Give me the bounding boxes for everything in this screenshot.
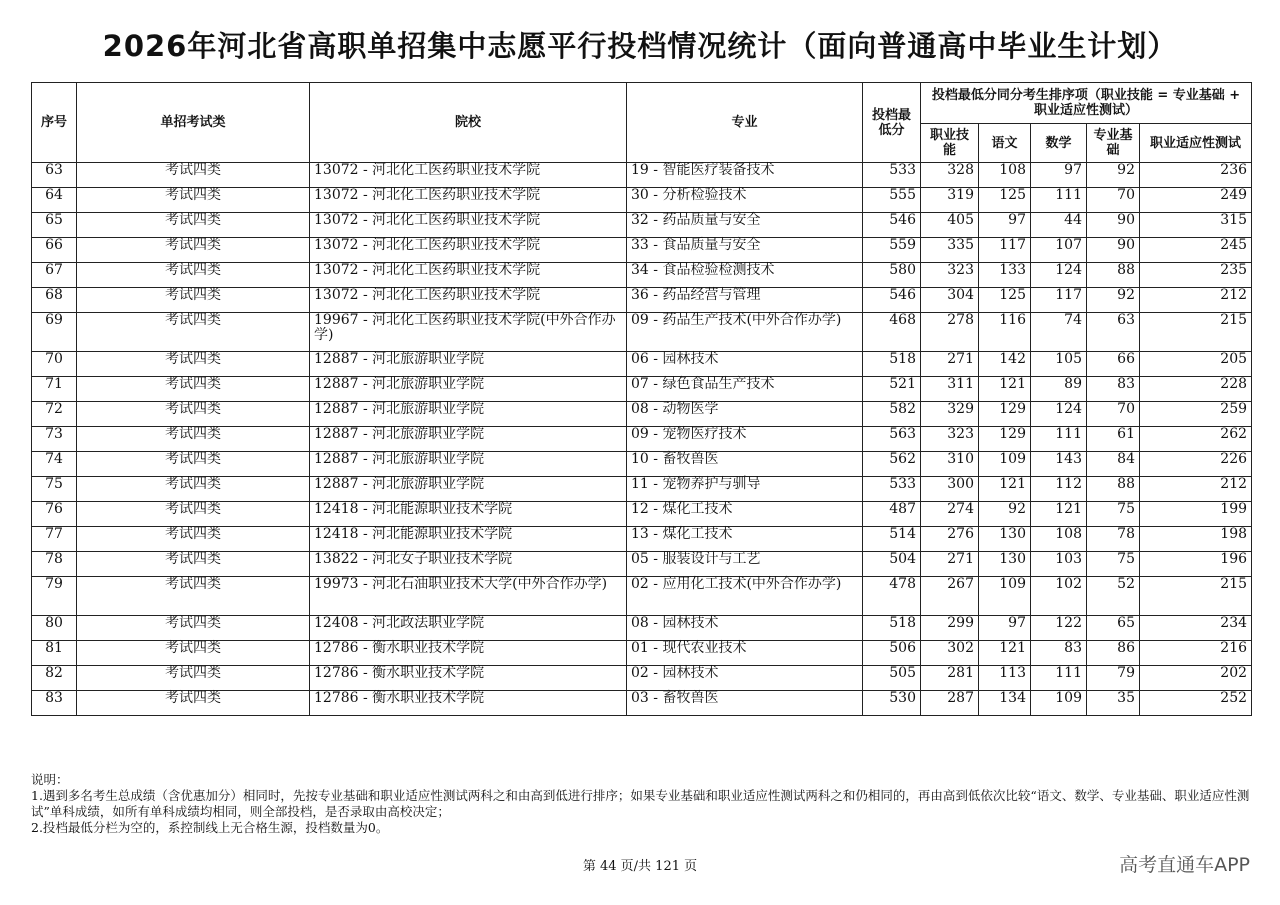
cell-min-score: 530 — [863, 691, 921, 716]
page-number: 第 44 页/共 121 页 — [582, 859, 698, 874]
cell-seq: 69 — [32, 313, 77, 352]
cell-exam-type: 考试四类 — [77, 552, 310, 577]
cell-school: 12786 - 衡水职业技术学院 — [310, 691, 627, 716]
cell-prof-basic: 70 — [1087, 402, 1140, 427]
table-row — [32, 238, 1252, 263]
cell-major: 33 - 食品质量与安全 — [627, 238, 863, 263]
cell-skill: 405 — [921, 213, 979, 238]
cell-chinese: 125 — [979, 288, 1031, 313]
cell-seq: 70 — [32, 352, 77, 377]
table-row — [32, 313, 1252, 352]
cell-exam-type: 考试四类 — [77, 352, 310, 377]
cell-seq: 64 — [32, 188, 77, 213]
cell-min-score: 563 — [863, 427, 921, 452]
cell-math: 111 — [1031, 666, 1087, 691]
cell-major: 01 - 现代农业技术 — [627, 641, 863, 666]
table-row — [32, 352, 1252, 377]
cell-major: 02 - 园林技术 — [627, 666, 863, 691]
cell-min-score: 518 — [863, 616, 921, 641]
brand-watermark: 高考直通车APP — [1119, 854, 1250, 876]
cell-exam-type: 考试四类 — [77, 188, 310, 213]
notes-line-2: 2.投档最低分栏为空的，系控制线上无合格生源，投档数量为0。 — [31, 820, 389, 835]
table-row — [32, 552, 1252, 577]
cell-chinese: 117 — [979, 238, 1031, 263]
header-skill: 职业技能 — [921, 124, 979, 163]
cell-skill: 274 — [921, 502, 979, 527]
cell-skill: 311 — [921, 377, 979, 402]
cell-min-score: 546 — [863, 213, 921, 238]
cell-math: 83 — [1031, 641, 1087, 666]
cell-chinese: 142 — [979, 352, 1031, 377]
cell-math: 44 — [1031, 213, 1087, 238]
cell-aptitude: 249 — [1140, 188, 1252, 213]
cell-skill: 271 — [921, 352, 979, 377]
cell-math: 111 — [1031, 427, 1087, 452]
table-row — [32, 163, 1252, 188]
cell-chinese: 130 — [979, 552, 1031, 577]
cell-chinese: 109 — [979, 577, 1031, 616]
cell-min-score: 514 — [863, 527, 921, 552]
cell-math: 105 — [1031, 352, 1087, 377]
cell-aptitude: 215 — [1140, 313, 1252, 352]
cell-seq: 73 — [32, 427, 77, 452]
cell-chinese: 130 — [979, 527, 1031, 552]
cell-seq: 80 — [32, 616, 77, 641]
cell-exam-type: 考试四类 — [77, 577, 310, 616]
notes — [31, 772, 1261, 836]
cell-exam-type: 考试四类 — [77, 313, 310, 352]
cell-skill: 276 — [921, 527, 979, 552]
cell-min-score: 506 — [863, 641, 921, 666]
cell-prof-basic: 66 — [1087, 352, 1140, 377]
header-major: 专业 — [627, 83, 863, 163]
table-row — [32, 377, 1252, 402]
cell-exam-type: 考试四类 — [77, 641, 310, 666]
admission-table — [31, 82, 1252, 716]
cell-skill: 278 — [921, 313, 979, 352]
cell-skill: 271 — [921, 552, 979, 577]
cell-school: 19967 - 河北化工医药职业技术学院(中外合作办学) — [310, 313, 627, 352]
cell-aptitude: 196 — [1140, 552, 1252, 577]
cell-seq: 78 — [32, 552, 77, 577]
cell-school: 12418 - 河北能源职业技术学院 — [310, 527, 627, 552]
cell-chinese: 92 — [979, 502, 1031, 527]
cell-major: 13 - 煤化工技术 — [627, 527, 863, 552]
cell-school: 19973 - 河北石油职业技术大学(中外合作办学) — [310, 577, 627, 616]
header-seq: 序号 — [32, 83, 77, 163]
cell-major: 03 - 畜牧兽医 — [627, 691, 863, 716]
cell-math: 103 — [1031, 552, 1087, 577]
cell-seq: 63 — [32, 163, 77, 188]
cell-aptitude: 236 — [1140, 163, 1252, 188]
notes-line-1: 1.遇到多名考生总成绩（含优惠加分）相同时，先按专业基础和职业适应性测试两科之和由高到低进行排序；如果专业基础和职业适应性测试两科之和仍相同的，再由高到低依次比较“语文、数学、专业基础、职业适应性测试”单科成绩，如所有单科成绩均相同，则全部投档，是否录取由高校决定； — [31, 788, 1250, 819]
cell-exam-type: 考试四类 — [77, 502, 310, 527]
cell-math: 124 — [1031, 402, 1087, 427]
cell-major: 12 - 煤化工技术 — [627, 502, 863, 527]
cell-aptitude: 235 — [1140, 263, 1252, 288]
cell-prof-basic: 78 — [1087, 527, 1140, 552]
cell-school: 12418 - 河北能源职业技术学院 — [310, 502, 627, 527]
cell-major: 08 - 园林技术 — [627, 616, 863, 641]
cell-aptitude: 234 — [1140, 616, 1252, 641]
cell-exam-type: 考试四类 — [77, 666, 310, 691]
cell-math: 112 — [1031, 477, 1087, 502]
cell-major: 05 - 服装设计与工艺 — [627, 552, 863, 577]
cell-prof-basic: 92 — [1087, 288, 1140, 313]
cell-skill: 335 — [921, 238, 979, 263]
cell-aptitude: 205 — [1140, 352, 1252, 377]
cell-school: 13072 - 河北化工医药职业技术学院 — [310, 288, 627, 313]
cell-school: 12887 - 河北旅游职业学院 — [310, 427, 627, 452]
cell-math: 122 — [1031, 616, 1087, 641]
header-aptitude: 职业适应性测试 — [1140, 124, 1252, 163]
cell-seq: 71 — [32, 377, 77, 402]
cell-math: 107 — [1031, 238, 1087, 263]
cell-min-score: 487 — [863, 502, 921, 527]
cell-school: 13072 - 河北化工医药职业技术学院 — [310, 263, 627, 288]
cell-prof-basic: 90 — [1087, 213, 1140, 238]
cell-prof-basic: 75 — [1087, 552, 1140, 577]
cell-aptitude: 198 — [1140, 527, 1252, 552]
cell-min-score: 478 — [863, 577, 921, 616]
table-row — [32, 666, 1252, 691]
cell-school: 13072 - 河北化工医药职业技术学院 — [310, 163, 627, 188]
cell-chinese: 133 — [979, 263, 1031, 288]
cell-math: 121 — [1031, 502, 1087, 527]
header-school: 院校 — [310, 83, 627, 163]
cell-major: 11 - 宠物养护与驯导 — [627, 477, 863, 502]
cell-aptitude: 245 — [1140, 238, 1252, 263]
cell-major: 30 - 分析检验技术 — [627, 188, 863, 213]
cell-school: 12887 - 河北旅游职业学院 — [310, 352, 627, 377]
cell-prof-basic: 84 — [1087, 452, 1140, 477]
table-row — [32, 616, 1252, 641]
table-row — [32, 691, 1252, 716]
cell-seq: 74 — [32, 452, 77, 477]
cell-min-score: 518 — [863, 352, 921, 377]
cell-prof-basic: 75 — [1087, 502, 1140, 527]
cell-aptitude: 252 — [1140, 691, 1252, 716]
cell-min-score: 562 — [863, 452, 921, 477]
cell-chinese: 121 — [979, 377, 1031, 402]
cell-seq: 75 — [32, 477, 77, 502]
cell-math: 111 — [1031, 188, 1087, 213]
cell-prof-basic: 70 — [1087, 188, 1140, 213]
cell-major: 09 - 宠物医疗技术 — [627, 427, 863, 452]
table-row — [32, 527, 1252, 552]
header-exam-type: 单招考试类 — [77, 83, 310, 163]
cell-skill: 310 — [921, 452, 979, 477]
cell-exam-type: 考试四类 — [77, 288, 310, 313]
cell-exam-type: 考试四类 — [77, 238, 310, 263]
cell-math: 109 — [1031, 691, 1087, 716]
cell-seq: 68 — [32, 288, 77, 313]
cell-prof-basic: 65 — [1087, 616, 1140, 641]
cell-school: 12887 - 河北旅游职业学院 — [310, 452, 627, 477]
cell-exam-type: 考试四类 — [77, 427, 310, 452]
cell-seq: 77 — [32, 527, 77, 552]
cell-exam-type: 考试四类 — [77, 377, 310, 402]
cell-prof-basic: 52 — [1087, 577, 1140, 616]
header-rank-group: 投档最低分同分考生排序项（职业技能 = 专业基础 + 职业适应性测试） — [921, 83, 1252, 124]
cell-aptitude: 262 — [1140, 427, 1252, 452]
header-row-1 — [32, 83, 1252, 124]
header-min-score: 投档最低分 — [863, 83, 921, 163]
cell-prof-basic: 63 — [1087, 313, 1140, 352]
cell-chinese: 97 — [979, 616, 1031, 641]
cell-seq: 65 — [32, 213, 77, 238]
cell-school: 12786 - 衡水职业技术学院 — [310, 666, 627, 691]
cell-min-score: 582 — [863, 402, 921, 427]
cell-math: 117 — [1031, 288, 1087, 313]
cell-seq: 72 — [32, 402, 77, 427]
cell-math: 108 — [1031, 527, 1087, 552]
cell-prof-basic: 83 — [1087, 377, 1140, 402]
cell-min-score: 555 — [863, 188, 921, 213]
cell-aptitude: 215 — [1140, 577, 1252, 616]
cell-min-score: 504 — [863, 552, 921, 577]
cell-seq: 83 — [32, 691, 77, 716]
cell-school: 12408 - 河北政法职业学院 — [310, 616, 627, 641]
cell-skill: 287 — [921, 691, 979, 716]
header-prof-basic: 专业基础 — [1087, 124, 1140, 163]
cell-prof-basic: 88 — [1087, 477, 1140, 502]
cell-min-score: 468 — [863, 313, 921, 352]
cell-prof-basic: 61 — [1087, 427, 1140, 452]
cell-min-score: 546 — [863, 288, 921, 313]
cell-exam-type: 考试四类 — [77, 477, 310, 502]
cell-major: 08 - 动物医学 — [627, 402, 863, 427]
cell-skill: 329 — [921, 402, 979, 427]
cell-prof-basic: 90 — [1087, 238, 1140, 263]
table-row — [32, 188, 1252, 213]
cell-skill: 323 — [921, 263, 979, 288]
cell-school: 13822 - 河北女子职业技术学院 — [310, 552, 627, 577]
cell-chinese: 125 — [979, 188, 1031, 213]
cell-chinese: 97 — [979, 213, 1031, 238]
cell-major: 32 - 药品质量与安全 — [627, 213, 863, 238]
header-chinese: 语文 — [979, 124, 1031, 163]
cell-prof-basic: 79 — [1087, 666, 1140, 691]
cell-prof-basic: 86 — [1087, 641, 1140, 666]
cell-skill: 304 — [921, 288, 979, 313]
cell-seq: 81 — [32, 641, 77, 666]
cell-aptitude: 226 — [1140, 452, 1252, 477]
table-row — [32, 263, 1252, 288]
cell-school: 13072 - 河北化工医药职业技术学院 — [310, 213, 627, 238]
table-body — [32, 163, 1252, 716]
cell-exam-type: 考试四类 — [77, 402, 310, 427]
cell-chinese: 129 — [979, 427, 1031, 452]
cell-math: 74 — [1031, 313, 1087, 352]
table-row — [32, 402, 1252, 427]
cell-seq: 79 — [32, 577, 77, 616]
cell-min-score: 580 — [863, 263, 921, 288]
page-title: 2026年河北省高职单招集中志愿平行投档情况统计（面向普通高中毕业生计划） — [102, 29, 1178, 63]
header-math: 数学 — [1031, 124, 1087, 163]
cell-min-score: 505 — [863, 666, 921, 691]
cell-school: 12887 - 河北旅游职业学院 — [310, 477, 627, 502]
table-row — [32, 502, 1252, 527]
cell-exam-type: 考试四类 — [77, 527, 310, 552]
cell-exam-type: 考试四类 — [77, 691, 310, 716]
cell-major: 10 - 畜牧兽医 — [627, 452, 863, 477]
cell-aptitude: 216 — [1140, 641, 1252, 666]
cell-aptitude: 202 — [1140, 666, 1252, 691]
cell-school: 12786 - 衡水职业技术学院 — [310, 641, 627, 666]
cell-school: 13072 - 河北化工医药职业技术学院 — [310, 238, 627, 263]
cell-prof-basic: 92 — [1087, 163, 1140, 188]
cell-min-score: 533 — [863, 477, 921, 502]
cell-chinese: 121 — [979, 477, 1031, 502]
cell-chinese: 121 — [979, 641, 1031, 666]
table-row — [32, 213, 1252, 238]
cell-school: 13072 - 河北化工医药职业技术学院 — [310, 188, 627, 213]
cell-aptitude: 212 — [1140, 477, 1252, 502]
cell-seq: 66 — [32, 238, 77, 263]
cell-aptitude: 259 — [1140, 402, 1252, 427]
table-row — [32, 577, 1252, 616]
cell-chinese: 108 — [979, 163, 1031, 188]
cell-exam-type: 考试四类 — [77, 263, 310, 288]
cell-major: 34 - 食品检验检测技术 — [627, 263, 863, 288]
cell-min-score: 559 — [863, 238, 921, 263]
cell-math: 97 — [1031, 163, 1087, 188]
notes-heading: 说明： — [31, 772, 69, 787]
cell-skill: 281 — [921, 666, 979, 691]
cell-aptitude: 228 — [1140, 377, 1252, 402]
cell-skill: 299 — [921, 616, 979, 641]
cell-aptitude: 315 — [1140, 213, 1252, 238]
cell-exam-type: 考试四类 — [77, 452, 310, 477]
cell-major: 02 - 应用化工技术(中外合作办学) — [627, 577, 863, 616]
cell-prof-basic: 88 — [1087, 263, 1140, 288]
cell-seq: 82 — [32, 666, 77, 691]
cell-skill: 267 — [921, 577, 979, 616]
cell-major: 36 - 药品经营与管理 — [627, 288, 863, 313]
cell-chinese: 113 — [979, 666, 1031, 691]
table-row — [32, 452, 1252, 477]
cell-chinese: 134 — [979, 691, 1031, 716]
cell-major: 06 - 园林技术 — [627, 352, 863, 377]
cell-prof-basic: 35 — [1087, 691, 1140, 716]
cell-major: 19 - 智能医疗装备技术 — [627, 163, 863, 188]
cell-aptitude: 212 — [1140, 288, 1252, 313]
table-row — [32, 427, 1252, 452]
cell-skill: 300 — [921, 477, 979, 502]
cell-min-score: 533 — [863, 163, 921, 188]
cell-chinese: 116 — [979, 313, 1031, 352]
table-row — [32, 477, 1252, 502]
cell-min-score: 521 — [863, 377, 921, 402]
cell-skill: 328 — [921, 163, 979, 188]
cell-math: 124 — [1031, 263, 1087, 288]
cell-seq: 76 — [32, 502, 77, 527]
cell-math: 143 — [1031, 452, 1087, 477]
cell-exam-type: 考试四类 — [77, 213, 310, 238]
cell-major: 09 - 药品生产技术(中外合作办学) — [627, 313, 863, 352]
cell-aptitude: 199 — [1140, 502, 1252, 527]
cell-chinese: 129 — [979, 402, 1031, 427]
cell-exam-type: 考试四类 — [77, 616, 310, 641]
cell-math: 102 — [1031, 577, 1087, 616]
cell-major: 07 - 绿色食品生产技术 — [627, 377, 863, 402]
cell-skill: 323 — [921, 427, 979, 452]
cell-school: 12887 - 河北旅游职业学院 — [310, 377, 627, 402]
table-row — [32, 641, 1252, 666]
table-row — [32, 288, 1252, 313]
cell-school: 12887 - 河北旅游职业学院 — [310, 402, 627, 427]
cell-skill: 302 — [921, 641, 979, 666]
cell-skill: 319 — [921, 188, 979, 213]
cell-exam-type: 考试四类 — [77, 163, 310, 188]
cell-seq: 67 — [32, 263, 77, 288]
cell-math: 89 — [1031, 377, 1087, 402]
cell-chinese: 109 — [979, 452, 1031, 477]
